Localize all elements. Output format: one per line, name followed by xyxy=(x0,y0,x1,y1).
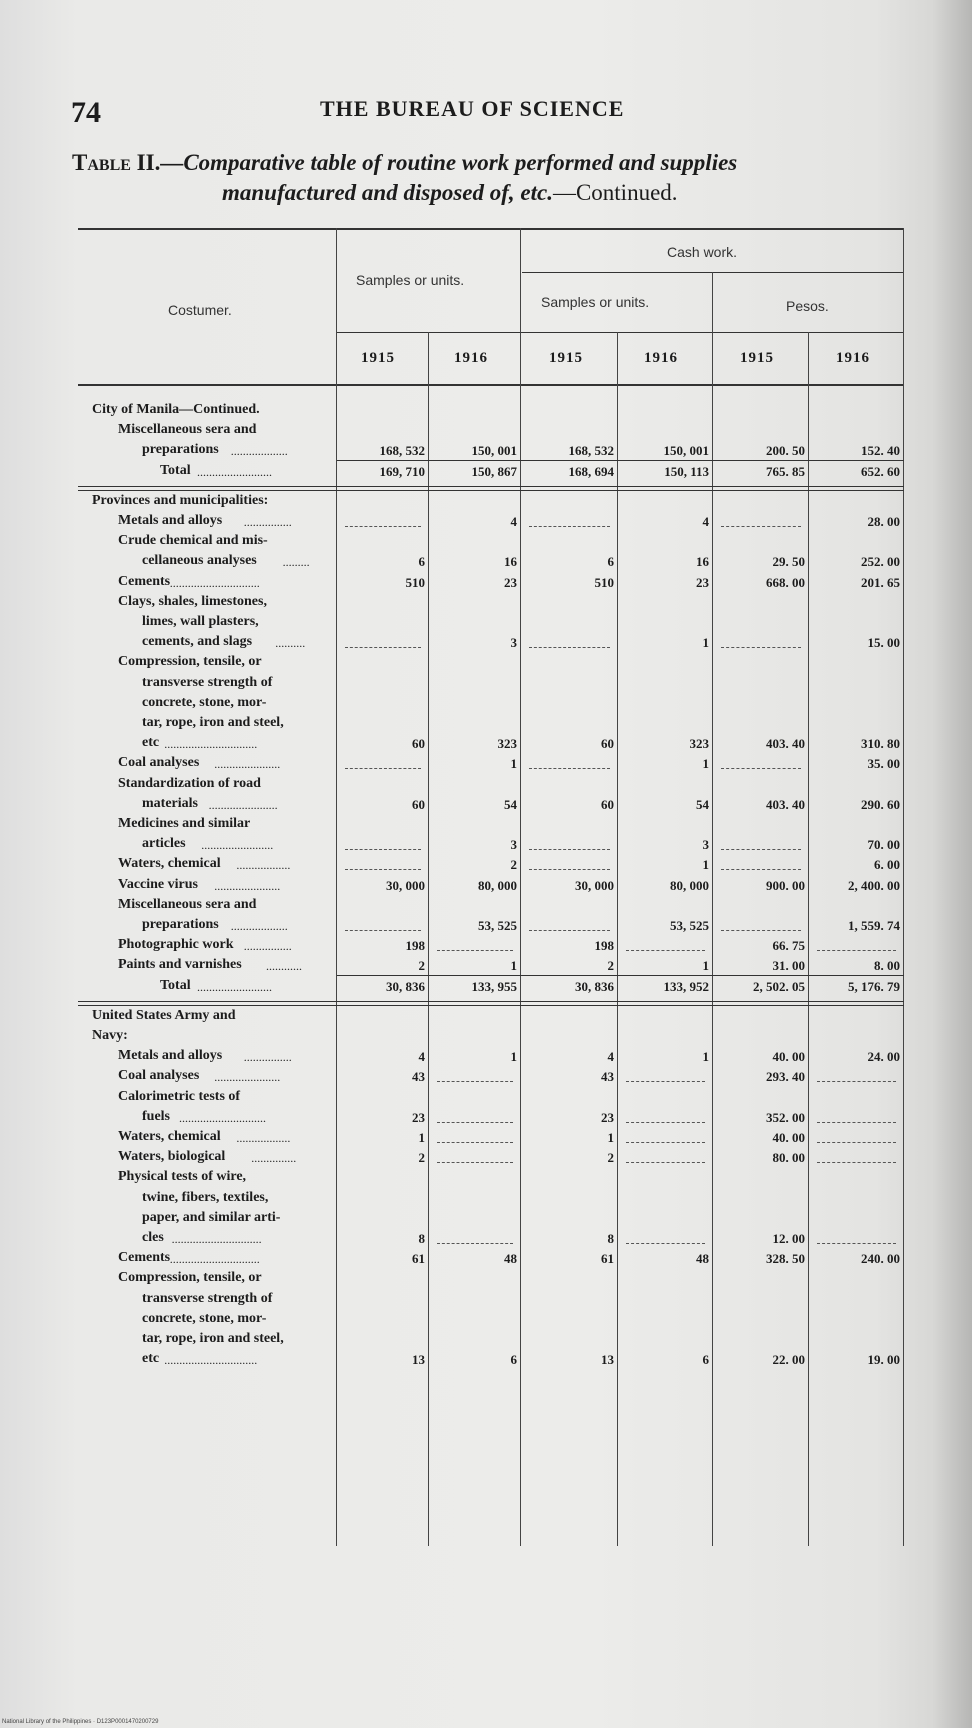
row-label: Photographic work xyxy=(118,937,234,953)
row-label: Waters, chemical xyxy=(118,856,221,872)
row-label: Miscellaneous sera and xyxy=(118,896,257,912)
row-label: Waters, biological xyxy=(118,1149,226,1165)
header-year: 1916 xyxy=(644,350,678,366)
row-label: Paints and varnishes xyxy=(118,957,242,973)
leader-dots: ................ xyxy=(243,1050,292,1065)
row-value: 70. 00 xyxy=(867,837,900,853)
row-value: 29. 50 xyxy=(772,554,805,570)
col-rule-6 xyxy=(808,332,809,1546)
row-value xyxy=(437,1142,513,1143)
row-label: transverse strength of xyxy=(142,1290,273,1306)
row-value: 169, 710 xyxy=(379,463,425,479)
row-value xyxy=(817,1122,896,1123)
leader-dots: ........................ xyxy=(201,838,274,853)
row-value: 23 xyxy=(696,574,709,590)
row-label: Waters, chemical xyxy=(118,1129,221,1144)
row-value: 80. 00 xyxy=(772,1150,805,1166)
row-value xyxy=(817,1243,896,1244)
row-value xyxy=(721,849,801,850)
table-right-rule xyxy=(903,228,904,1546)
running-head: THE BUREAU OF SCIENCE xyxy=(320,96,625,121)
row-value: 200. 50 xyxy=(766,443,805,459)
row-value: 6 xyxy=(607,554,614,570)
row-label: Navy: xyxy=(92,1028,128,1043)
row-value: 31. 00 xyxy=(772,958,805,974)
row-value xyxy=(529,768,610,769)
row-value: 252. 00 xyxy=(861,554,900,570)
row-label: Total xyxy=(160,977,191,993)
leader-dots: ......................... xyxy=(197,979,272,994)
row-value: 152. 40 xyxy=(861,443,900,459)
row-value: 150, 001 xyxy=(663,443,709,459)
row-value: 3 xyxy=(702,837,709,853)
row-value: 23 xyxy=(601,1109,614,1125)
row-value: 15. 00 xyxy=(867,635,900,651)
table-top-rule xyxy=(78,228,904,230)
row-label: preparations xyxy=(142,917,219,932)
row-value: 1 xyxy=(510,1049,517,1065)
row-value xyxy=(345,849,421,850)
row-value: 1 xyxy=(702,1049,709,1065)
row-value xyxy=(721,869,801,870)
row-label: twine, fibers, textiles, xyxy=(142,1189,269,1205)
row-value: 652. 60 xyxy=(861,463,900,479)
header-year: 1915 xyxy=(549,350,583,366)
row-value xyxy=(626,1162,705,1163)
row-value: 6 xyxy=(702,1352,709,1368)
row-value: 168, 532 xyxy=(568,443,614,459)
row-value: 60 xyxy=(412,796,425,812)
row-value: 352. 00 xyxy=(766,1109,805,1125)
row-label: paper, and similar arti- xyxy=(142,1209,281,1225)
row-value: 48 xyxy=(504,1251,517,1267)
row-value: 1 xyxy=(418,1130,425,1145)
row-label: Calorimetric tests of xyxy=(118,1088,241,1104)
row-value: 150, 867 xyxy=(471,463,517,479)
row-value: 43 xyxy=(601,1069,614,1085)
leader-dots: ................ xyxy=(243,939,292,954)
row-value xyxy=(437,950,513,951)
row-value: 80, 000 xyxy=(478,877,517,893)
row-value: 403. 40 xyxy=(766,796,805,812)
leader-dots: ...................... xyxy=(214,757,281,772)
total-rule-bottom xyxy=(78,486,904,491)
row-value xyxy=(721,526,801,527)
row-value: 403. 40 xyxy=(766,736,805,752)
row-value xyxy=(529,647,610,648)
row-value xyxy=(437,1081,513,1082)
col-rule-2 xyxy=(428,332,429,1546)
row-value: 60 xyxy=(601,796,614,812)
row-label: tar, rope, iron and steel, xyxy=(142,1331,284,1346)
row-value: 168, 532 xyxy=(379,443,425,459)
row-value: 24. 00 xyxy=(867,1049,900,1065)
row-label: cellaneous analyses xyxy=(142,553,257,569)
row-value: 80, 000 xyxy=(670,877,709,893)
table-caption-title-1: —Comparative table of routine work performed and supplies xyxy=(160,150,738,175)
header-year: 1915 xyxy=(740,350,774,366)
row-value: 16 xyxy=(504,554,517,570)
row-value xyxy=(529,526,610,527)
row-value xyxy=(817,1081,896,1082)
header-year-rule xyxy=(337,332,904,333)
row-value: 43 xyxy=(412,1069,425,1085)
row-value xyxy=(817,950,896,951)
row-value: 8. 00 xyxy=(874,958,900,974)
row-value: 2 xyxy=(510,857,517,873)
row-value: 198 xyxy=(405,938,425,954)
leader-dots: ............................... xyxy=(164,1353,258,1368)
row-value xyxy=(529,869,610,870)
row-label: City of Manila—Continued. xyxy=(92,402,260,417)
leader-dots: ......................... xyxy=(197,464,272,479)
row-value: 66. 75 xyxy=(772,938,805,954)
header-cash-samples-units: Samples or units. xyxy=(541,294,650,310)
row-value: 290. 60 xyxy=(861,796,900,812)
row-value: 765. 85 xyxy=(766,463,805,479)
row-value: 133, 955 xyxy=(471,978,517,994)
header-samples-units: Samples or units. xyxy=(356,272,465,288)
row-value xyxy=(437,1122,513,1123)
row-value: 2 xyxy=(607,958,614,974)
row-label: Metals and alloys xyxy=(118,513,223,528)
leader-dots: .............................. xyxy=(171,1232,262,1246)
row-value: 4 xyxy=(702,514,709,529)
row-value xyxy=(626,1142,705,1143)
row-value: 12. 00 xyxy=(772,1231,805,1246)
row-value: 150, 001 xyxy=(471,443,517,459)
row-value: 61 xyxy=(601,1251,614,1267)
row-value: 8 xyxy=(607,1231,614,1246)
leader-dots: ....................... xyxy=(208,797,278,812)
table-caption-continued: —Continued. xyxy=(552,180,678,205)
row-value xyxy=(345,768,421,769)
row-value: 2, 400. 00 xyxy=(848,877,900,893)
table-caption-title-2: manufactured and disposed of, etc. xyxy=(222,180,553,205)
row-label: Coal analyses xyxy=(118,1068,200,1084)
row-label: cements, and slags xyxy=(142,634,253,650)
row-label: Standardization of road xyxy=(118,775,261,791)
row-value: 293. 40 xyxy=(766,1069,805,1085)
leader-dots: ...................... xyxy=(214,878,281,893)
row-value: 40. 00 xyxy=(772,1130,805,1145)
row-value: 1 xyxy=(510,756,517,772)
row-value: 323 xyxy=(497,736,517,752)
row-value: 1, 559. 74 xyxy=(848,918,900,933)
row-value: 150, 113 xyxy=(664,463,709,479)
row-value: 510 xyxy=(594,574,614,590)
table-caption-lead: Table II. xyxy=(72,150,161,175)
leader-dots: .............................. xyxy=(169,1252,260,1267)
row-value: 4 xyxy=(607,1049,614,1065)
row-value: 35. 00 xyxy=(867,756,900,772)
row-value: 1 xyxy=(702,958,709,974)
total-rule-bottom xyxy=(78,1001,904,1006)
scan-footer: National Library of the Philippines · D123P0001470200729 xyxy=(2,1719,159,1725)
row-label: Medicines and similar xyxy=(118,816,251,831)
row-label: concrete, stone, mor- xyxy=(142,694,267,710)
row-value: 30, 000 xyxy=(575,877,614,893)
row-value: 53, 525 xyxy=(478,918,517,933)
leader-dots: ...................... xyxy=(214,1070,281,1085)
row-label: Miscellaneous sera and xyxy=(118,422,257,438)
leader-dots: ............ xyxy=(266,959,302,974)
leader-dots: ............... xyxy=(251,1151,297,1166)
row-label: Crude chemical and mis- xyxy=(118,533,268,549)
row-value: 30, 836 xyxy=(386,978,425,994)
row-label: Compression, tensile, or xyxy=(118,1270,262,1286)
row-label: Total xyxy=(160,462,191,478)
row-value: 54 xyxy=(504,796,517,812)
row-value xyxy=(626,1122,705,1123)
row-value: 668. 00 xyxy=(766,574,805,590)
header-year: 1915 xyxy=(361,350,395,366)
row-value: 6 xyxy=(510,1352,517,1368)
page-number: 74 xyxy=(71,96,101,129)
leader-dots: ................... xyxy=(230,444,288,459)
row-value: 1 xyxy=(510,958,517,974)
row-value: 510 xyxy=(405,574,425,590)
row-value: 4 xyxy=(418,1049,425,1065)
row-value xyxy=(721,647,801,648)
leader-dots: ................... xyxy=(230,919,288,933)
row-value: 1 xyxy=(702,857,709,873)
total-rule-top xyxy=(337,975,904,976)
row-label: transverse strength of xyxy=(142,674,273,690)
row-value: 60 xyxy=(601,736,614,752)
row-value xyxy=(529,849,610,850)
leader-dots: .......... xyxy=(275,636,306,651)
row-value xyxy=(817,1162,896,1163)
row-label: Cements xyxy=(118,573,171,589)
row-value: 198 xyxy=(594,938,614,954)
row-value xyxy=(626,1081,705,1082)
cash-work-underline xyxy=(522,272,904,273)
row-value: 900. 00 xyxy=(766,877,805,893)
row-value: 6. 00 xyxy=(874,857,900,873)
header-year: 1916 xyxy=(836,350,870,366)
row-label: Compression, tensile, or xyxy=(118,654,262,670)
row-value: 2 xyxy=(418,958,425,974)
row-value: 3 xyxy=(510,837,517,853)
row-value xyxy=(345,647,421,648)
row-label: Coal analyses xyxy=(118,755,200,771)
header-pesos: Pesos. xyxy=(786,298,829,314)
row-value: 40. 00 xyxy=(772,1049,805,1065)
row-label: tar, rope, iron and steel, xyxy=(142,715,284,730)
leader-dots: .................. xyxy=(236,1131,291,1145)
col-rule-1 xyxy=(336,228,337,1546)
leader-dots: ............................. xyxy=(179,1110,266,1125)
row-value xyxy=(626,950,705,951)
col-rule-4 xyxy=(617,332,618,1546)
row-value: 6 xyxy=(418,554,425,570)
header-bottom-rule xyxy=(78,384,904,386)
row-value: 13 xyxy=(601,1352,614,1368)
row-value: 3 xyxy=(510,635,517,651)
row-value: 240. 00 xyxy=(861,1251,900,1267)
row-value: 13 xyxy=(412,1352,425,1368)
row-value: 1 xyxy=(702,635,709,651)
header-cash-work: Cash work. xyxy=(667,244,738,260)
row-value xyxy=(437,1243,513,1244)
row-value: 61 xyxy=(412,1251,425,1267)
row-value xyxy=(345,930,421,931)
row-label: preparations xyxy=(142,442,219,458)
row-label: materials xyxy=(142,795,198,811)
leader-dots: ................ xyxy=(243,515,292,529)
row-value: 323 xyxy=(689,736,709,752)
row-value: 19. 00 xyxy=(867,1352,900,1368)
row-value: 201. 65 xyxy=(861,574,900,590)
row-value: 28. 00 xyxy=(867,514,900,529)
row-value: 328. 50 xyxy=(766,1251,805,1267)
row-value: 2 xyxy=(418,1150,425,1166)
row-value: 54 xyxy=(696,796,709,812)
leader-dots: ............................... xyxy=(164,737,258,752)
leader-dots: .............................. xyxy=(169,575,260,590)
total-rule-top xyxy=(337,460,904,461)
row-value: 1 xyxy=(607,1130,614,1145)
header-costumer: Costumer. xyxy=(168,302,232,318)
row-value: 5, 176. 79 xyxy=(848,978,900,994)
leader-dots: ......... xyxy=(282,555,310,570)
row-label: Metals and alloys xyxy=(118,1048,223,1064)
row-label: United States Army and xyxy=(92,1007,236,1023)
row-value: 53, 525 xyxy=(670,918,709,933)
col-rule-3 xyxy=(520,228,521,1546)
header-year: 1916 xyxy=(454,350,488,366)
row-value: 23 xyxy=(504,574,517,590)
row-value: 48 xyxy=(696,1251,709,1267)
row-value: 8 xyxy=(418,1231,425,1246)
row-value xyxy=(817,1142,896,1143)
row-value xyxy=(345,526,421,527)
row-label: fuels xyxy=(142,1108,170,1124)
row-label: etc xyxy=(142,735,160,751)
row-value: 133, 952 xyxy=(663,978,709,994)
row-value xyxy=(626,1243,705,1244)
row-label: Vaccine virus xyxy=(118,876,198,892)
row-label: Provinces and municipalities: xyxy=(92,492,269,508)
row-value: 2 xyxy=(607,1150,614,1166)
row-value: 2, 502. 05 xyxy=(753,978,805,994)
leader-dots: .................. xyxy=(236,858,291,873)
row-value: 1 xyxy=(702,756,709,772)
col-rule-5 xyxy=(712,272,713,1546)
row-value: 30, 836 xyxy=(575,978,614,994)
row-value xyxy=(721,768,801,769)
row-value: 16 xyxy=(696,554,709,570)
row-value: 168, 694 xyxy=(568,463,614,479)
row-label: cles xyxy=(142,1230,164,1245)
row-value xyxy=(529,930,610,931)
row-value: 23 xyxy=(412,1109,425,1125)
row-value: 4 xyxy=(510,514,517,529)
row-value xyxy=(437,1162,513,1163)
row-label: Clays, shales, limestones, xyxy=(118,593,267,609)
row-label: etc xyxy=(142,1351,160,1367)
row-label: concrete, stone, mor- xyxy=(142,1310,267,1326)
row-label: limes, wall plasters, xyxy=(142,614,259,629)
row-label: articles xyxy=(142,836,186,852)
row-value: 22. 00 xyxy=(772,1352,805,1368)
row-value xyxy=(345,869,421,870)
row-value: 310. 80 xyxy=(861,736,900,752)
row-value: 30, 000 xyxy=(386,877,425,893)
row-label: Cements xyxy=(118,1250,171,1266)
row-value: 60 xyxy=(412,736,425,752)
row-value xyxy=(721,930,801,931)
row-label: Physical tests of wire, xyxy=(118,1169,247,1185)
